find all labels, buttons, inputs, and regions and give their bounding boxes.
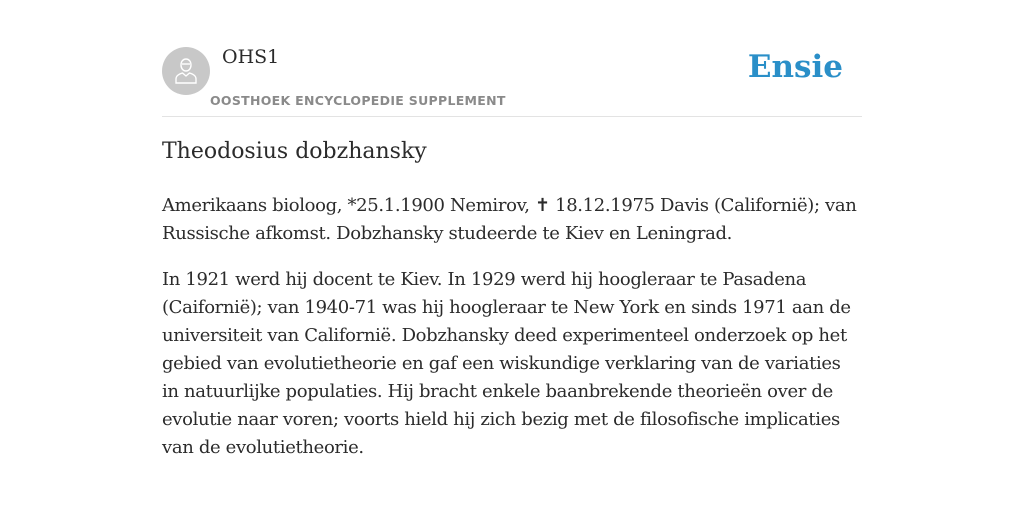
author-name[interactable]: OHS1	[222, 46, 280, 68]
ensie-logo[interactable]: Ensie	[747, 49, 843, 85]
article-body	[162, 192, 862, 480]
article-paragraph: Amerikaans bioloog, *25.1.1900 Nemirov, ✝ 18.12.1975 Davis (Californië); van Russische afkomst. Dobzhansky studeerde te Kiev en Leningrad.	[162, 195, 857, 244]
source-label: OOSTHOEK ENCYCLOPEDIE SUPPLEMENT	[210, 93, 506, 108]
page-title: Theodosius dobzhansky	[162, 139, 427, 164]
avatar[interactable]	[162, 47, 210, 95]
user-icon	[173, 57, 199, 85]
entry-header	[162, 46, 862, 117]
article-paragraph: In 1921 werd hij docent te Kiev. In 1929 werd hij hoogleraar te Pasadena (Caifornië); van 1940-71 was hij hoogleraar te New York en sinds 1971 aan de universiteit van Californië. Dobzhansky deed experimenteel onderzoek op het gebied van evolutietheorie en gaf een wiskundige verklaring van de variaties in natuurlijke populaties. Hij bracht enkele baanbrekende theorieën over de evolutie naar voren; voorts hield hij zich bezig met de filosofische implicaties van de evolutietheorie.	[162, 269, 851, 458]
